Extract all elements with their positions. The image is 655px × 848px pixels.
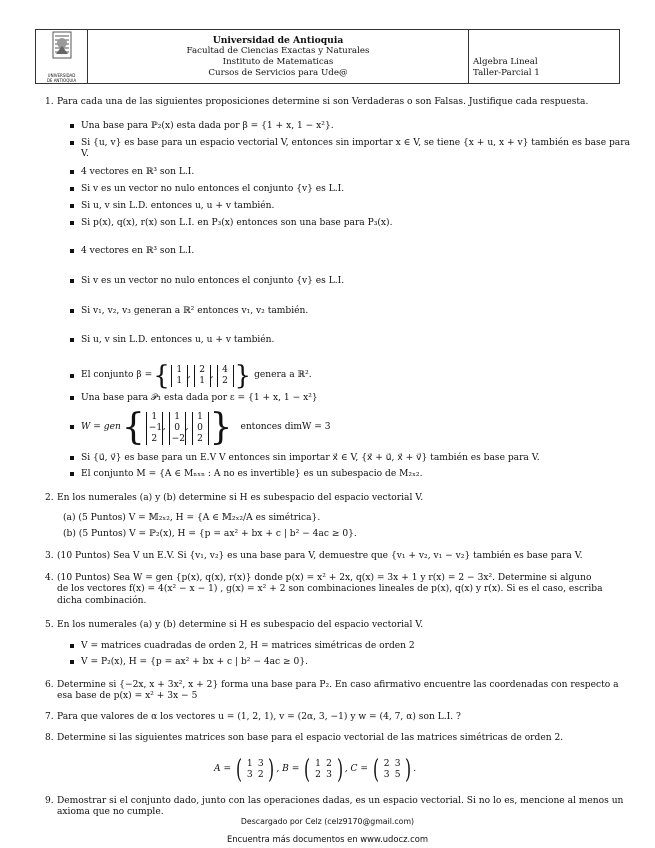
list-item (70, 218, 630, 229)
question-text: En los numerales (a) y (b) determine si H es subespacio del espacio vectorial V. (57, 493, 424, 503)
question-number: 8. (45, 733, 54, 743)
list-item-text: V = P₂(x), H = {p = ax² + bx + c | b² − 4ac ≥ 0}. (81, 657, 308, 667)
part-a: (a) (5 Puntos) V = 𝕄₂ₓ₂, H = {A ∈ 𝕄₂ₓ₂/A es simétrica}. (63, 513, 321, 523)
question-2 (45, 493, 630, 504)
bullet-icon (70, 279, 74, 283)
bullet-icon (70, 187, 74, 191)
faculty-name: Facultad de Ciencias Exactas y Naturales (186, 45, 370, 56)
university-seal-icon (44, 30, 80, 70)
list-item-text: Si p(x), q(x), r(x) son L.I. en P₃(x) entonces son una base para P₃(x). (81, 218, 393, 228)
question-number: 6. (45, 680, 54, 690)
more-docs-link[interactable]: Encuentra más documentos en www.udocz.com (226, 834, 429, 844)
list-item-text: Si v es un vector no nulo entonces el conjunto {v} es L.I. (81, 276, 345, 286)
list-item (70, 335, 630, 346)
list-item (70, 641, 630, 652)
list-item-text: 4 vectores en ℝ³ son L.I. (81, 246, 195, 256)
matrix-a-label: A = (214, 764, 232, 775)
matrix-b: 1 2 2 3 (315, 759, 332, 780)
exam-type: Taller-Parcial 1 (473, 67, 540, 78)
list-item (70, 408, 630, 448)
download-credit: Descargado por Celz (celz9170@gmail.com) (240, 817, 415, 826)
subject-name: Algebra Lineal (473, 56, 538, 67)
question-text: (10 Puntos) Sea V un E.V. Si {v₁, v₂} es una base para V, demuestre que {v₁ + v₂, v₁ − v₂} también es base para V. (57, 551, 583, 561)
list-item (70, 657, 630, 668)
question-1 (45, 97, 630, 108)
list-item (70, 184, 630, 195)
beta-suffix: genera a ℝ². (254, 370, 312, 381)
question-text-line-1: Determine si {−2x, x + 3x², x + 2} forma una base para P₂. En caso afirmativo encuentre las coordenadas con respecto a (57, 680, 619, 690)
question-6 (45, 680, 630, 703)
bullet-icon (70, 249, 74, 253)
question-3 (45, 551, 630, 562)
question-number: 9. (45, 796, 54, 806)
bullet-icon (70, 425, 74, 429)
list-item (70, 138, 630, 161)
courses-name: Cursos de Servicios para Ude@ (208, 67, 348, 78)
question-text-line-3: dicha combinación. (57, 595, 147, 606)
bullet-icon (70, 374, 74, 378)
w-suffix: entonces dimW = 3 (240, 422, 331, 433)
question-4 (45, 573, 630, 607)
logo-cell (36, 30, 88, 84)
question-number: 5. (45, 620, 54, 630)
header-right (469, 30, 620, 84)
question-number: 1. (45, 97, 54, 107)
list-item-text: Si u, v sin L.D. entonces u, u + v también. (81, 201, 275, 211)
question-text-line-1: (10 Puntos) Sea W = gen {p(x), q(x), r(x)} donde p(x) = x² + 2x, q(x) = 3x + 1 y r(x) = 2 − 3x². Determine si alguno (57, 573, 592, 583)
matrices-row: A = ( 1 3 3 2 ) , B = ( 1 2 2 3 ) , C = ( 2 3 3 5 ) . (214, 755, 417, 785)
question-text-line-2: axioma que no cumple. (57, 807, 164, 818)
university-name: Universidad de Antioquia (212, 34, 344, 46)
logo-text-1: UNIVERSIDAD (47, 73, 76, 79)
part-b: (b) (5 Puntos) V = ℙ₂(x), H = {p = ax² + bx + c | b² − 4ac ≥ 0}. (63, 529, 357, 539)
question-text: Determine si las siguientes matrices son base para el espacio vectorial de las matrices simétricas de orden 2. (57, 733, 564, 743)
list-item-text: Si {u, v} es base para un espacio vectorial V, entonces sin importar x ∈ V, se tiene {x + u, x + v} también es base para V. (81, 138, 630, 160)
question-number: 7. (45, 712, 54, 722)
matrix-c-label: , C = (344, 764, 368, 775)
logo-text-2: DE ANTIOQUIA (46, 77, 77, 83)
question-text: Para que valores de α los vectores u = (1, 2, 1), v = (2α, 3, −1) y w = (4, 7, α) son L.I. ? (57, 712, 461, 722)
question-text: Para cada una de las siguientes proposiciones determine si son Verdaderas o son Falsas. Justifique cada respuesta. (57, 97, 589, 107)
list-item-text: Una base para 𝒫₁ esta dada por ε = {1 + x, 1 − x²} (81, 393, 318, 403)
question-text-line-1: Demostrar si el conjunto dado, junto con las operaciones dadas, es un espacio vectorial. Si no lo es, mencione al menos un (57, 796, 624, 806)
bullet-icon (70, 309, 74, 313)
question-number: 2. (45, 493, 54, 503)
bullet-icon (70, 338, 74, 342)
question-7 (45, 712, 630, 723)
list-item (70, 362, 630, 390)
matrix-a: 1 3 3 2 (246, 759, 264, 780)
question-number: 3. (45, 551, 54, 561)
w-label: W = gen (81, 422, 121, 433)
list-item (70, 201, 630, 212)
question-text-line-2: esa base de p(x) = x² + 3x − 5 (57, 691, 198, 702)
question-8 (45, 733, 630, 744)
question-text: En los numerales (a) y (b) determine si H es subespacio del espacio vectorial V. (57, 620, 424, 630)
list-item-content: W = gen { 1 −1 2 , 1 0 −2 , 1 0 2 } entonces dimW = 3 (81, 407, 331, 448)
bullet-icon (70, 124, 74, 128)
list-item (70, 453, 630, 464)
beta-label: El conjunto β = (81, 370, 153, 381)
question-9 (45, 796, 630, 819)
matrix-b-label: , B = (276, 764, 300, 775)
list-item (70, 167, 630, 178)
bullet-icon (70, 472, 74, 476)
question-5 (45, 620, 630, 631)
list-item (70, 306, 630, 317)
bullet-icon (70, 221, 74, 225)
list-item-text: El conjunto M = {A ∈ Mₙₓₙ : A no es invertible} es un subespacio de M₂ₓ₂. (81, 469, 423, 479)
bullet-icon (70, 396, 74, 400)
question-number: 4. (45, 573, 54, 583)
list-item (70, 469, 630, 480)
list-item (70, 246, 630, 257)
list-item-text: Una base para ℙ₂(x) esta dada por β = {1 + x, 1 − x²}. (81, 121, 334, 131)
bullet-icon (70, 204, 74, 208)
list-item (70, 276, 630, 287)
header-table (35, 29, 620, 84)
bullet-icon (70, 141, 74, 145)
list-item-text: Si {u⃗, v⃗} es base para un E.V V entonces sin importar x⃗ ∈ V, {x⃗ + u⃗, x⃗ + v⃗} también es base para V. (81, 453, 540, 463)
list-item-text: 4 vectores en ℝ³ son L.I. (81, 167, 195, 177)
bullet-icon (70, 456, 74, 460)
header-center (88, 30, 469, 84)
list-item (70, 393, 630, 404)
list-item-text: Si v₁, v₂, v₃ generan a ℝ² entonces v₁, v₂ también. (81, 306, 309, 316)
matrix-c: 2 3 3 5 (383, 759, 401, 780)
institute-name: Instituto de Matematicas (222, 56, 334, 67)
question-text-line-2: de los vectores f(x) = 4(x² − x − 1) , g(x) = x² + 2 son combinaciones lineales de p(x), q(x) y r(x). Si es el caso, escriba (57, 584, 603, 595)
matrix-end: . (413, 764, 417, 775)
list-item-content: El conjunto β = { 1 1 , 2 1 , 4 2 } genera a ℝ². (81, 361, 312, 391)
list-item (70, 121, 630, 132)
list-item-text: Si v es un vector no nulo entonces el conjunto {v} es L.I. (81, 184, 345, 194)
list-item-text: Si u, v sin L.D. entonces u, u + v también. (81, 335, 275, 345)
bullet-icon (70, 660, 74, 664)
bullet-icon (70, 170, 74, 174)
list-item-text: V = matrices cuadradas de orden 2, H = matrices simétricas de orden 2 (81, 641, 415, 651)
bullet-icon (70, 644, 74, 648)
